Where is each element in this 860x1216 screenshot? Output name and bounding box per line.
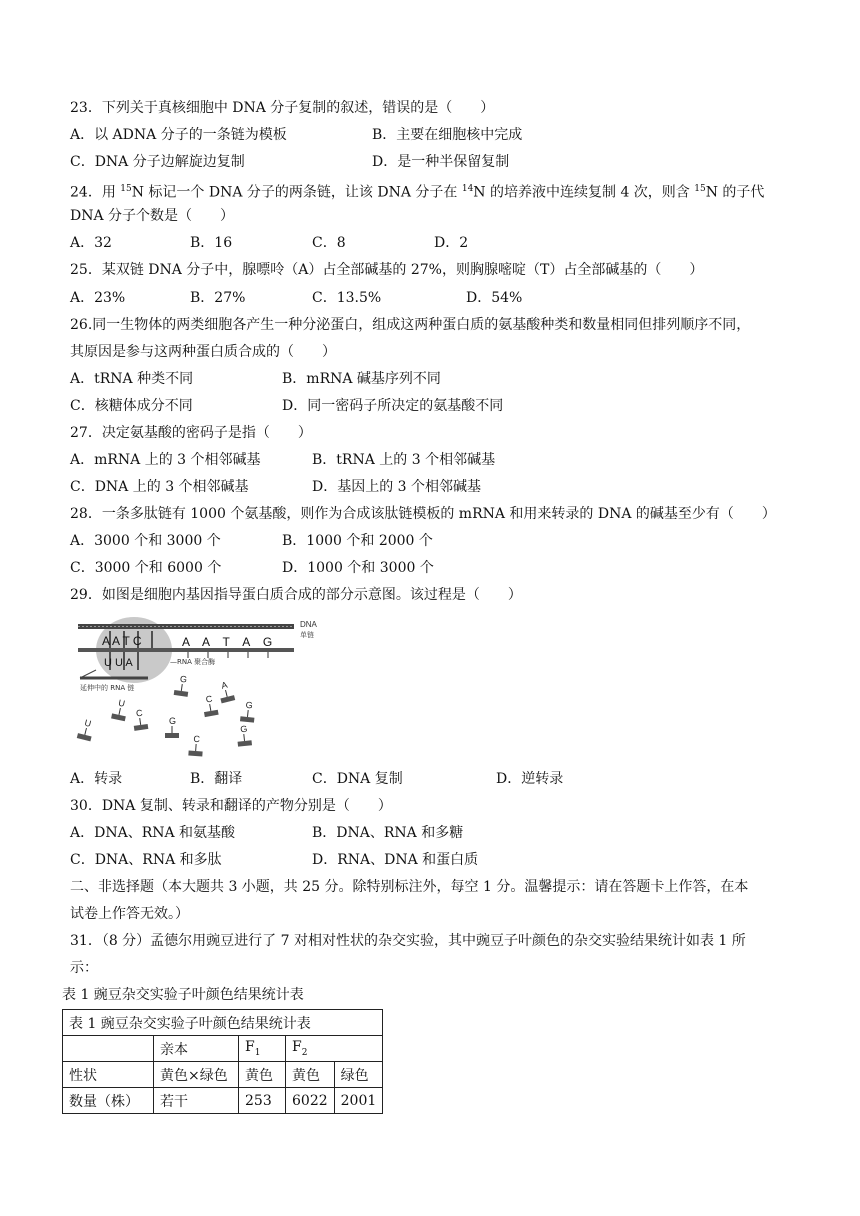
q26-option-d: D．同一密码子所决定的氨基酸不同 [282,398,504,414]
table-cell: 253 [239,1088,286,1114]
table-cell: 6022 [286,1088,335,1114]
table-cell-f1-header: $F_1$ [239,1036,286,1062]
q29-option-b: B．翻译 [190,771,243,787]
rna-bases-label: U U A [104,657,133,669]
q24-option-b: B．16 [190,235,233,251]
table1-caption: 表 1 豌豆杂交实验子叶颜色结果统计表 [62,987,304,1003]
q25-option-b: B．27% [190,290,246,306]
dna-label: DNA [300,620,317,629]
q28-stem: 28．一条多肽链有 1000 个氨基酸，则作为合成该肽链模板的 mRNA 和用来转录的 DNA 的碱基至少有（ ） [70,506,776,522]
q25-option-a: A．23% [70,290,126,306]
table1 [62,1009,383,1114]
transcription-diagram [76,614,338,764]
nucleotide-letter: U [117,697,126,709]
q27-option-d: D．基因上的 3 个相邻碱基 [312,479,482,495]
q31-stem-line2: 示： [70,960,98,976]
table-cell-f2-header: $F_2$ [286,1036,383,1062]
q30-option-b: B．DNA、RNA 和多糖 [312,825,464,841]
table-row [63,1036,383,1062]
q27-option-a: A．mRNA 上的 3 个相邻碱基 [70,452,261,468]
table-row [63,1010,383,1036]
nucleotide-letter: C [204,693,214,705]
nucleotide [165,716,179,738]
q31-stem-line1: 31．（8 分）孟德尔用豌豆进行了 7 对相对性状的杂交实验，其中豌豆子叶颜色的杂交实验结果统计如表 1 所 [70,933,746,949]
q27-option-c: C．DNA 上的 3 个相邻碱基 [70,479,249,495]
q24-stem-line1: 24．用 $^{15}$N 标记一个 DNA 分子的两条链，让该 DNA 分子在 $^{14}$N 的培养液中连续复制 4 次，则含 $^{15}$N 的子代 [70,184,765,201]
q30-stem: 30．DNA 复制、转录和翻译的产物分别是（ ） [70,798,392,814]
nucleotide [131,707,148,731]
q23-option-d: D．是一种半保留复制 [372,154,510,170]
nucleotide [188,734,204,757]
q30-option-a: A．DNA、RNA 和氨基酸 [70,825,236,841]
rna-chain-label: 延伸中的 RNA 链 [80,684,135,692]
q24-stem-line2: DNA 分子个数是（ ） [70,208,235,224]
table-cell: 黄色 [286,1062,335,1088]
table1-title: 表 1 豌豆杂交实验子叶颜色结果统计表 [63,1010,383,1036]
nucleotide [240,699,256,722]
table-cell: 黄色 [239,1062,286,1088]
nucleotide-letter: A [220,679,229,691]
q26-option-c: C．核糖体成分不同 [70,398,193,414]
q27-stem: 27．决定氨基酸的密码子是指（ ） [70,425,312,441]
nucleotide-letter: G [245,699,254,711]
q23-option-b: B．主要在细胞核中完成 [372,127,523,143]
template-bases-label: A A T C [102,634,142,648]
nucleotide-letter: G [179,673,188,685]
table-cell: 黄色×绿色 [154,1062,239,1088]
nucleotide-letter: U [83,717,93,729]
nucleotide [174,673,191,697]
q28-option-c: C．3000 个和 6000 个 [70,560,222,576]
q23-option-a: A．以 ADNA 分子的一条链为模板 [70,127,287,143]
table-row [63,1062,383,1088]
q29-option-c: C．DNA 复制 [312,771,403,787]
q25-stem: 25．某双链 DNA 分子中，腺嘌呤（A）占全部碱基的 27%，则胸腺嘧啶（T）占全部碱基的（ ） [70,262,704,278]
q25-option-c: C．13.5% [312,290,382,306]
q26-option-b: B．mRNA 碱基序列不同 [282,371,441,387]
table-cell: 性状 [63,1062,154,1088]
q28-option-d: D．1000 个和 3000 个 [282,560,434,576]
nucleotide [111,697,129,721]
q30-option-c: C．DNA、RNA 和多肽 [70,852,222,868]
nucleotide [77,717,96,742]
q24-option-d: D．2 [434,235,469,251]
table-cell: 2001 [334,1088,383,1114]
table-cell: 若干 [154,1088,239,1114]
nucleotide-letter: C [135,707,144,719]
section2-heading-line2: 试卷上作答无效。） [70,906,189,922]
nucleotide-letter: C [193,733,201,745]
table-cell [63,1036,154,1062]
q26-stem-line1: 26.同一生物体的两类细胞各产生一种分泌蛋白，组成这两种蛋白质的氨基酸种类和数量相同但排列顺序不同， [70,317,751,333]
q24-option-c: C．8 [312,235,346,251]
nucleotide [216,679,235,704]
q28-option-a: A．3000 个和 3000 个 [70,533,221,549]
q30-option-d: D．RNA、DNA 和蛋白质 [312,852,479,868]
q29-stem: 29．如图是细胞内基因指导蛋白质合成的部分示意图。该过程是（ ） [70,587,522,603]
free-bases-label: A A T A G [182,635,278,649]
table-cell-parent-header: 亲本 [154,1036,239,1062]
table-cell: 数量（株） [63,1088,154,1114]
nucleotide [201,693,219,717]
q28-option-b: B．1000 个和 2000 个 [282,533,433,549]
q23-option-c: C．DNA 分子边解旋边复制 [70,154,245,170]
nucleotide-letter: G [169,716,177,726]
table-row [63,1088,383,1114]
q25-option-d: D．54% [466,290,523,306]
enzyme-label: —RNA 聚合酶 [170,658,216,666]
nucleotide [236,723,252,746]
strand-label: 单链 [300,631,314,639]
q29-option-d: D．逆转录 [496,771,564,787]
section2-heading-line1: 二、非选择题（本大题共 3 小题，共 25 分。除特别标注外，每空 1 分。温馨提示：请在答题卡上作答，在本 [70,879,749,895]
q27-option-b: B．tRNA 上的 3 个相邻碱基 [312,452,496,468]
q29-option-a: A．转录 [70,771,123,787]
nucleotide-letter: G [239,723,248,735]
q26-stem-line2: 其原因是参与这两种蛋白质合成的（ ） [70,344,336,360]
q23-stem: 23．下列关于真核细胞中 DNA 分子复制的叙述，错误的是（ ） [70,100,495,116]
q24-option-a: A．32 [70,235,112,251]
q26-option-a: A．tRNA 种类不同 [70,371,194,387]
table-cell: 绿色 [334,1062,383,1088]
